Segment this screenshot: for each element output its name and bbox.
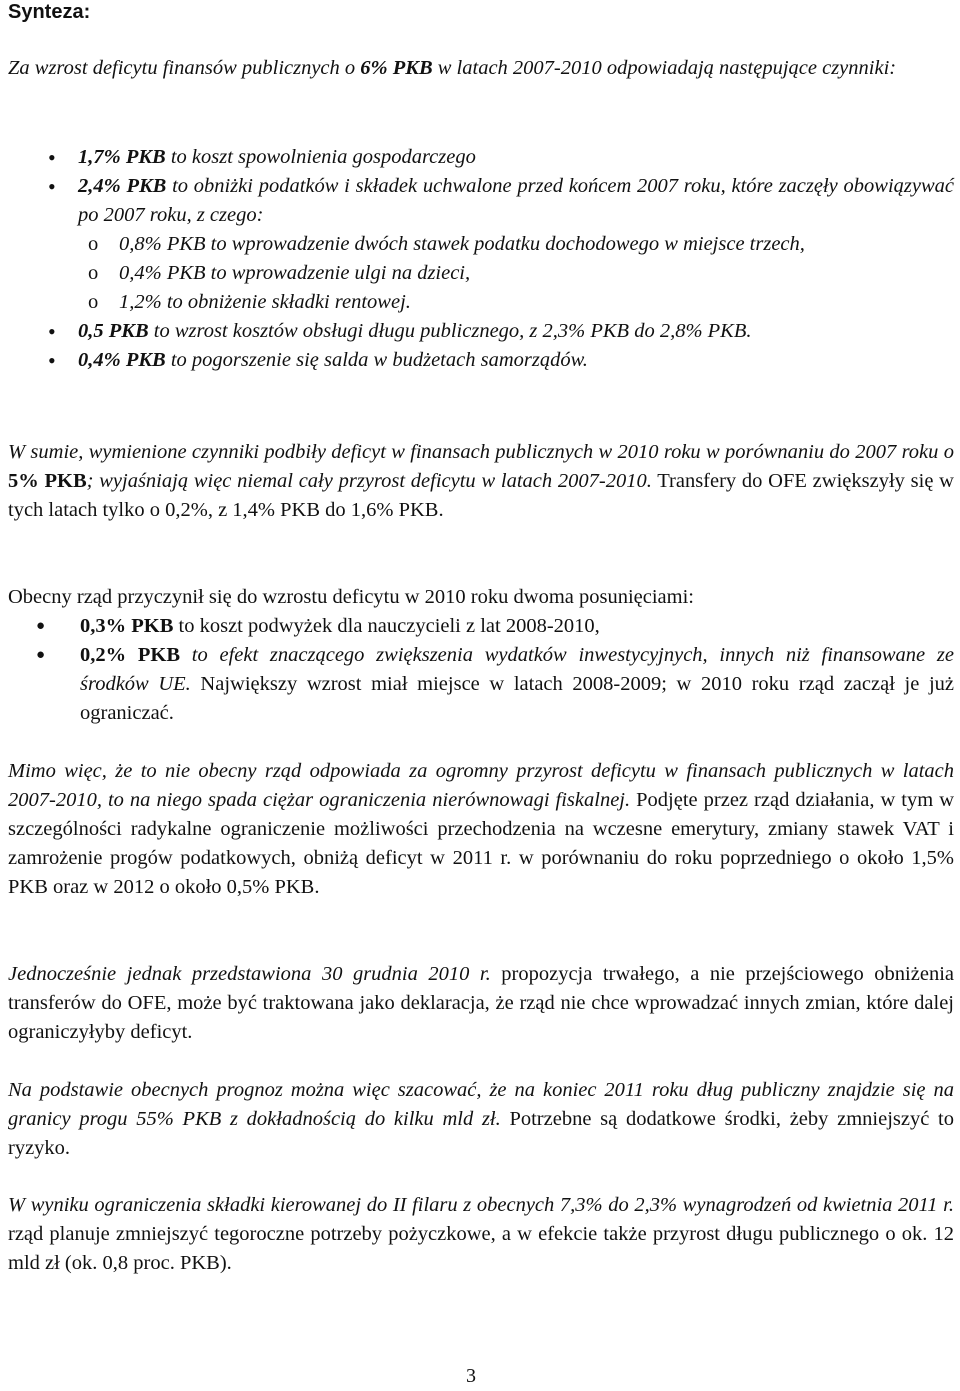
section-heading: Synteza: bbox=[8, 1, 91, 23]
factor-item bbox=[8, 317, 954, 346]
forecast-text-2: Potrzebne są dodatkowe środki, żeby zmniejszyć to ryzyko. bbox=[8, 1108, 954, 1159]
government-bold: 0,3% PKB bbox=[80, 615, 174, 637]
factor-bold: 0,5 PKB bbox=[78, 320, 149, 342]
government-text: to efekt znaczącego zwiększenia wydatków inwestycyjnych, innych niż finansowane ze środków UE. bbox=[80, 644, 954, 695]
government-list bbox=[8, 612, 954, 728]
subfactor-item: o 0,8% PKB to wprowadzenie dwóch stawek podatku dochodowego w miejsce trzech, bbox=[8, 230, 954, 259]
subfactor-item: o 0,4% PKB to wprowadzenie ulgi na dzieci, bbox=[8, 259, 954, 288]
summary-bold: 5% PKB bbox=[8, 470, 87, 492]
factor-item bbox=[8, 346, 954, 375]
summary-text-3: Transfery do OFE zwiększyły się w tych latach tylko o 0,2%, z 1,4% PKB do 1,6% PKB. bbox=[8, 470, 954, 521]
factor-bold: 0,4% PKB bbox=[78, 349, 166, 371]
factor-bold: 2,4% PKB bbox=[78, 175, 167, 197]
mimo-paragraph bbox=[8, 757, 954, 902]
government-item bbox=[8, 641, 954, 728]
intro-paragraph bbox=[8, 54, 954, 83]
intro-text-1: Za wzrost deficytu finansów publicznych o bbox=[8, 57, 361, 79]
factor-text: to wzrost kosztów obsługi długu publicznego, z 2,3% PKB do 2,8% PKB. bbox=[148, 320, 752, 342]
forecast-paragraph bbox=[8, 1076, 954, 1163]
factor-text: to koszt spowolnienia gospodarczego bbox=[165, 146, 476, 168]
subfactor-item: o 1,2% to obniżenie składki rentowej. bbox=[8, 288, 954, 317]
ofe-paragraph bbox=[8, 1191, 954, 1278]
page-number: 3 bbox=[466, 1365, 476, 1387]
government-extra: Największy wzrost miał miejsce w latach 2008-2009; w 2010 roku rząd zaczął je już ograniczać. bbox=[80, 673, 954, 724]
intro-bold: 6% PKB bbox=[360, 57, 433, 79]
factor-list bbox=[8, 143, 954, 375]
government-paragraph: Obecny rząd przyczynił się do wzrostu deficytu w 2010 roku dwoma posunięciami: bbox=[8, 586, 694, 608]
government-text: to koszt podwyżek dla nauczycieli z lat 2008-2010, bbox=[173, 615, 600, 637]
factor-item bbox=[8, 172, 954, 230]
ofe-text-1: W wyniku ograniczenia składki kierowanej do II filaru z obecnych 7,3% do 2,3% wynagrodzeń od kwietnia 2011 r. bbox=[8, 1194, 954, 1216]
summary-text-1: W sumie, wymienione czynniki podbiły deficyt w finansach publicznych w 2010 roku w porównaniu do 2007 roku o bbox=[8, 441, 954, 463]
jednoczesnie-text-2: propozycja trwałego, a nie przejściowego obniżenia transferów do OFE, może być traktowana jako deklaracja, że rząd nie chce wprowadzać innych zmian, które dalej ograniczyłyby deficyt. bbox=[8, 963, 954, 1043]
intro-text-2: w latach 2007-2010 odpowiadają następujące czynniki: bbox=[432, 57, 897, 79]
mimo-text-2: Podjęte przez rząd działania, w tym w szczególności radykalne ograniczenie możliwości przechodzenia na wczesne emerytury, zmiany stawek VAT i zamrożenie progów podatkowych, obniżą deficyt w 2011 r. w porównaniu do roku poprzedniego o około 1,5% PKB oraz w 2012 o około 0,5% PKB. bbox=[8, 789, 955, 898]
forecast-text-1: Na podstawie obecnych prognoz można więc szacować, że na koniec 2011 roku dług publiczny znajdzie się na granicy progu 55% PKB z dokładnością do kilku mld zł. bbox=[8, 1079, 954, 1130]
jednoczesnie-text-1: Jednocześnie jednak przedstawiona 30 grudnia 2010 r. bbox=[8, 963, 491, 985]
jednoczesnie-paragraph bbox=[8, 960, 954, 1047]
factor-text: to obniżki podatków i składek uchwalone przed końcem 2007 roku, które zaczęły obowiązywać po 2007 roku, z czego: bbox=[78, 175, 954, 226]
government-bold: 0,2% PKB bbox=[80, 644, 181, 666]
ofe-text-2: rząd planuje zmniejszyć tegoroczne potrzeby pożyczkowe, a w efekcie także przyrost długu publicznego o ok. 12 mld zł (ok. 0,8 proc. PKB). bbox=[8, 1223, 954, 1274]
summary-text-2: ; wyjaśniają więc niemal cały przyrost deficytu w latach 2007-2010. bbox=[86, 470, 652, 492]
government-item bbox=[8, 612, 954, 641]
factor-item bbox=[8, 143, 954, 172]
mimo-text-1: Mimo więc, że to nie obecny rząd odpowiada za ogromny przyrost deficytu w finansach publicznych w latach 2007-2010, to na niego spada ciężar ograniczenia nierównowagi fiskalnej. bbox=[8, 760, 954, 811]
summary-paragraph bbox=[8, 438, 954, 525]
factor-bold: 1,7% PKB bbox=[78, 146, 166, 168]
factor-text: to pogorszenie się salda w budżetach samorządów. bbox=[165, 349, 588, 371]
